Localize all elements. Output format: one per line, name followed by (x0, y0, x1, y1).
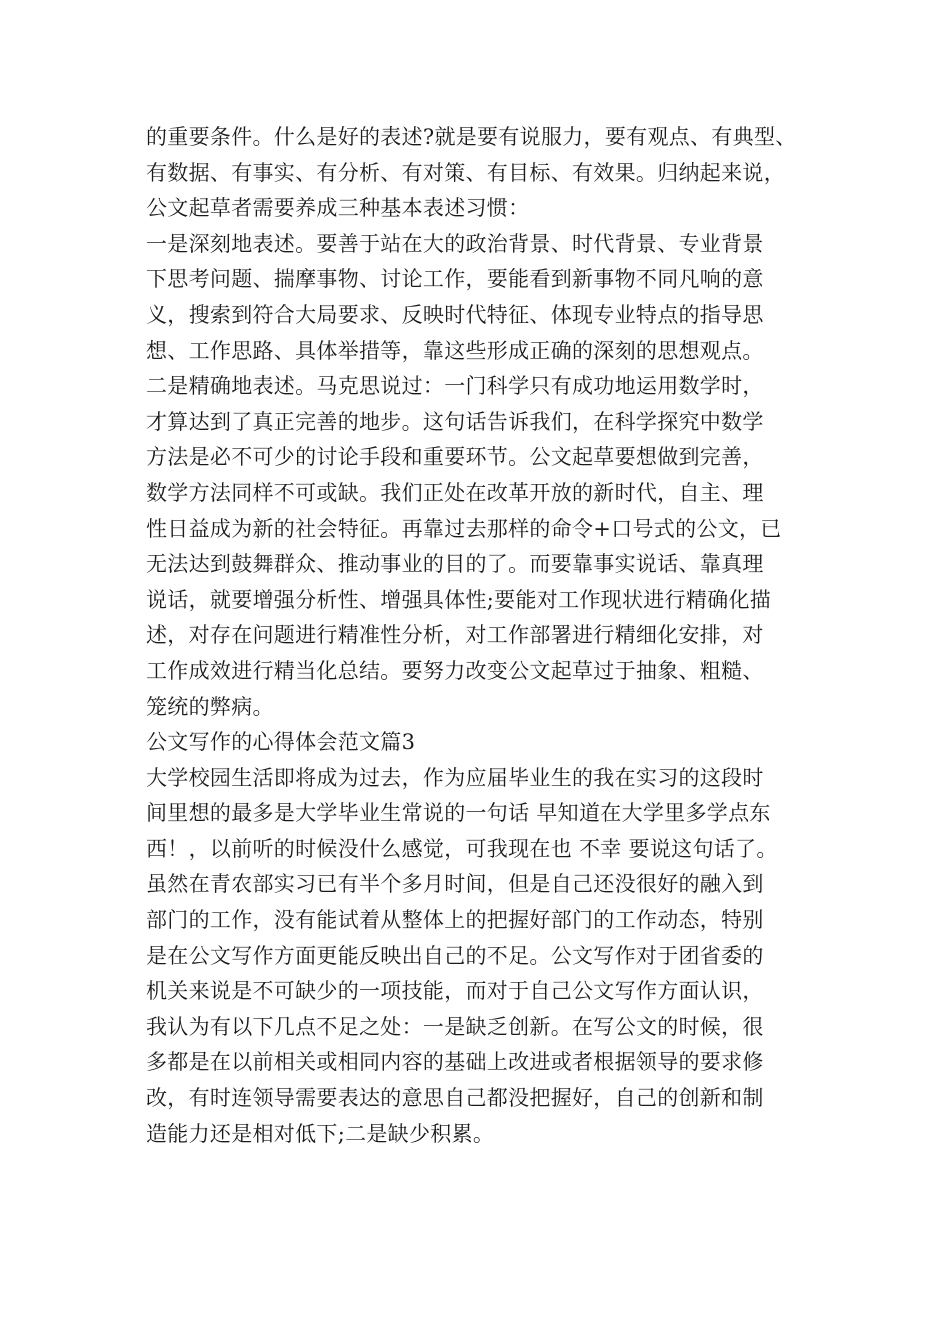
text-line: 方法是必不可少的讨论手段和重要环节。公文起草要想做到完善， (146, 445, 764, 470)
text-line: 部门的工作，没有能试着从整体上的把握好部门的工作动态，特别 (146, 908, 764, 933)
section-heading: 公文写作的心得体会范文篇3 (146, 730, 416, 755)
text-line: 无法达到鼓舞群众、推动事业的目的了。而要靠事实说话、靠真理 (146, 552, 764, 577)
text-line: 是在公文写作方面更能反映出自己的不足。公文写作对于团省委的 (146, 943, 764, 968)
text-line: 机关来说是不可缺少的一项技能，而对于自己公文写作方面认识， (146, 979, 764, 1004)
text-line: 多都是在以前相关或相同内容的基础上改进或者根据领导的要求修 (146, 1050, 764, 1075)
text-line: 工作成效进行精当化总结。要努力改变公文起草过于抽象、粗糙、 (146, 658, 764, 683)
text-line: 的重要条件。什么是好的表述?就是要有说服力，要有观点、有典型、 (146, 125, 797, 149)
text-line: 义，搜索到符合大局要求、反映时代特征、体现专业特点的指导思 (146, 302, 764, 327)
text-line: 二是精确地表述。马克思说过：一门科学只有成功地运用数学时， (146, 374, 764, 399)
text-line: 有数据、有事实、有分析、有对策、有目标、有效果。归纳起来说， (146, 160, 785, 185)
text-line: 公文起草者需要养成三种基本表述习惯： (146, 196, 530, 221)
text-line: 下思考问题、揣摩事物、讨论工作，要能看到新事物不同凡响的意 (146, 267, 764, 292)
text-line: 虽然在青农部实习已有半个多月时间，但是自己还没很好的融入到 (146, 872, 764, 897)
text-line: 性日益成为新的社会特征。再靠过去那样的命令+口号式的公文，已 (146, 516, 782, 541)
text-line: 间里想的最多是大学毕业生常说的一句话 早知道在大学里多学点东 (146, 801, 771, 826)
text-line: 想、工作思路、具体举措等，靠这些形成正确的深刻的思想观点。 (146, 338, 764, 363)
text-line: 数学方法同样不可或缺。我们正处在改革开放的新时代，自主、理 (146, 480, 764, 505)
text-line: 一是深刻地表述。要善于站在大的政治背景、时代背景、专业背景 (146, 231, 764, 256)
text-line: 才算达到了真正完善的地步。这句话告诉我们，在科学探究中数学 (146, 409, 764, 434)
text-line: 我认为有以下几点不足之处：一是缺乏创新。在写公文的时候，很 (146, 1014, 764, 1039)
text-line: 说话，就要增强分析性、增强具体性;要能对工作现状进行精确化描 (146, 587, 772, 612)
body-text (146, 120, 836, 1152)
text-line: 大学校园生活即将成为过去，作为应届毕业生的我在实习的这段时 (146, 765, 764, 790)
text-line: 笼统的弊病。 (146, 694, 274, 719)
text-line: 改，有时连领导需要表达的意思自己都没把握好，自己的创新和制 (146, 1086, 764, 1111)
text-line: 造能力还是相对低下;二是缺少积累。 (146, 1121, 495, 1146)
text-line: 述，对存在问题进行精准性分析，对工作部署进行精细化安排，对 (146, 623, 764, 648)
text-line: 西！，以前听的时候没什么感觉，可我现在也 不幸 要说这句话了。 (146, 836, 778, 861)
